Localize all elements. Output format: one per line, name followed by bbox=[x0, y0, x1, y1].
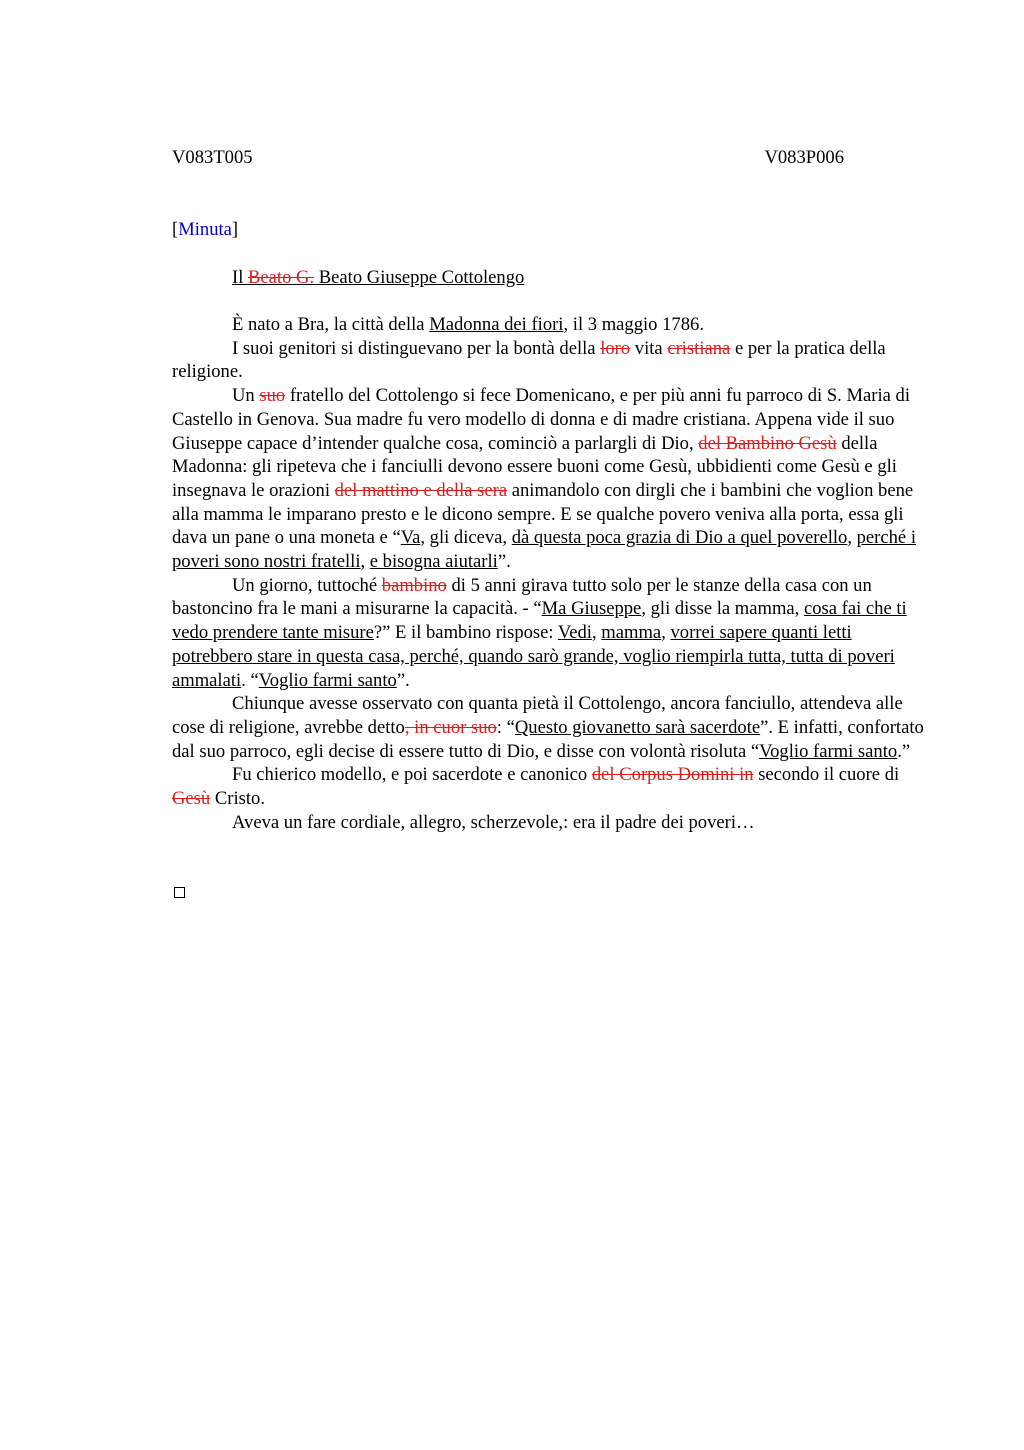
underlined-text: cosa fai che ti vedo prendere tante misure bbox=[172, 598, 907, 644]
underlined-text: vorrei sapere quanti letti potrebbero stare in questa casa, perché, quando sarò grande, voglio riempirla tutta, tutta di poveri ammalati bbox=[172, 622, 895, 691]
text-run: È nato a Bra, la città della bbox=[232, 314, 430, 335]
text-run: Fu chierico modello, e poi sacerdote e canonico bbox=[232, 764, 592, 786]
paragraph-2 bbox=[172, 337, 932, 384]
deleted-text: cristiana bbox=[667, 337, 731, 359]
text-run: Cristo. bbox=[210, 788, 265, 810]
text-run: fratello del Cottolengo si fece Domenicano, e per più anni fu parroco di S. Maria di Castello in Genova. Sua madre fu vero modello di donna e di madre cristiana. Appena vide il suo Giuseppe capace d’intender qualche cosa, cominciò a parlargli di Dio, bbox=[172, 385, 910, 454]
deleted-text: Gesù bbox=[172, 788, 211, 810]
paragraph-4 bbox=[172, 574, 932, 693]
text-run: secondo il cuore di bbox=[753, 764, 900, 786]
deleted-text: suo bbox=[259, 385, 286, 407]
text-run: Un giorno, tuttoché bbox=[232, 574, 382, 596]
text-run: , bbox=[360, 551, 370, 573]
title-deletion: Beato G. bbox=[248, 267, 315, 288]
title-text: Beato Giuseppe Cottolengo bbox=[314, 267, 525, 288]
text-run: , bbox=[591, 622, 602, 644]
text-run: ?” E il bambino rispose: bbox=[373, 622, 558, 644]
minuta-bracket-close: ] bbox=[231, 219, 239, 240]
document-body bbox=[172, 313, 932, 834]
text-run: , bbox=[661, 622, 671, 644]
underlined-text: Madonna dei fiori bbox=[429, 314, 564, 335]
deleted-text: , in cuor suo bbox=[404, 716, 497, 738]
text-run: animandolo con dirgli che i bambini che voglion bene alla mamma le imparano presto e le dicono sempre. E se qualche povero veniva alla porta, essa gli dava un pane o una moneta e “ bbox=[172, 479, 914, 549]
text-run: Aveva un fare cordiale, allegro, scherzevole,: era il padre dei poveri… bbox=[232, 811, 755, 833]
paragraph-6 bbox=[172, 763, 932, 810]
underlined-text: Questo giovanetto sarà sacerdote bbox=[514, 716, 761, 738]
paragraph-3 bbox=[172, 384, 932, 574]
underlined-text: perché i poveri sono nostri fratelli bbox=[172, 527, 916, 573]
paragraph-7 bbox=[172, 811, 932, 835]
minuta-label bbox=[172, 218, 238, 242]
title-text: Il bbox=[232, 267, 249, 288]
underlined-text: dà questa poca grazia di Dio a quel poverello bbox=[511, 527, 848, 549]
end-square-icon bbox=[174, 887, 185, 898]
text-run: Un bbox=[232, 385, 260, 407]
underlined-text: mamma bbox=[601, 622, 662, 644]
deleted-text: del mattino e della sera bbox=[334, 479, 508, 501]
text-run: vita bbox=[630, 337, 668, 359]
underlined-text: Vedi bbox=[557, 622, 592, 644]
underlined-text: Va bbox=[400, 527, 421, 549]
text-run: . “ bbox=[241, 669, 259, 691]
minuta-bracket-open: [ bbox=[172, 219, 179, 240]
underlined-text: e bisogna aiutarli bbox=[369, 551, 498, 573]
document-header bbox=[172, 146, 844, 170]
text-run: Chiunque avesse osservato con quanta pietà il Cottolengo, ancora fanciullo, attendeva alle cose di religione, avrebbe detto bbox=[172, 693, 903, 738]
deleted-text: loro bbox=[600, 337, 631, 359]
document-code-left: V083T005 bbox=[172, 147, 253, 168]
document-title bbox=[232, 266, 524, 290]
text-run: ”. bbox=[396, 669, 410, 691]
text-run: ”. E infatti, confortato dal suo parroco, egli decise di essere tutto di Dio, e disse con volontà risoluta “ bbox=[172, 716, 924, 762]
document-code-right: V083P006 bbox=[764, 147, 844, 168]
text-run: , gli diceva, bbox=[420, 527, 512, 549]
text-run: e per la pratica della religione. bbox=[172, 337, 886, 383]
text-run: .” bbox=[897, 740, 911, 762]
text-run: ”. bbox=[497, 551, 511, 573]
text-run: I suoi genitori si distinguevano per la bontà della bbox=[232, 337, 601, 359]
underlined-text: Ma Giuseppe bbox=[541, 598, 642, 620]
deleted-text: del Bambino Gesù bbox=[698, 432, 837, 454]
minuta-link[interactable]: Minuta bbox=[178, 219, 232, 240]
text-run: , bbox=[847, 527, 857, 549]
paragraph-1 bbox=[172, 313, 932, 337]
paragraph-5 bbox=[172, 692, 932, 763]
deleted-text: bambino bbox=[381, 574, 447, 596]
text-run: di 5 anni girava tutto solo per le stanze della casa con un bastoncino fra le mani a misurarne la capacità. - “ bbox=[172, 574, 872, 620]
underlined-text: Voglio farmi santo bbox=[258, 669, 397, 691]
text-run: della Madonna: gli ripeteva che i fanciulli devono essere buoni come Gesù, ubbidienti come Gesù e gli insegnava le orazioni bbox=[172, 432, 897, 501]
underlined-text: Voglio farmi santo bbox=[759, 740, 898, 762]
deleted-text: del Corpus Domini in bbox=[591, 764, 754, 786]
text-run: , il 3 maggio 1786. bbox=[563, 314, 704, 335]
text-run: : “ bbox=[496, 716, 515, 738]
text-run: , gli disse la mamma, bbox=[641, 598, 804, 620]
